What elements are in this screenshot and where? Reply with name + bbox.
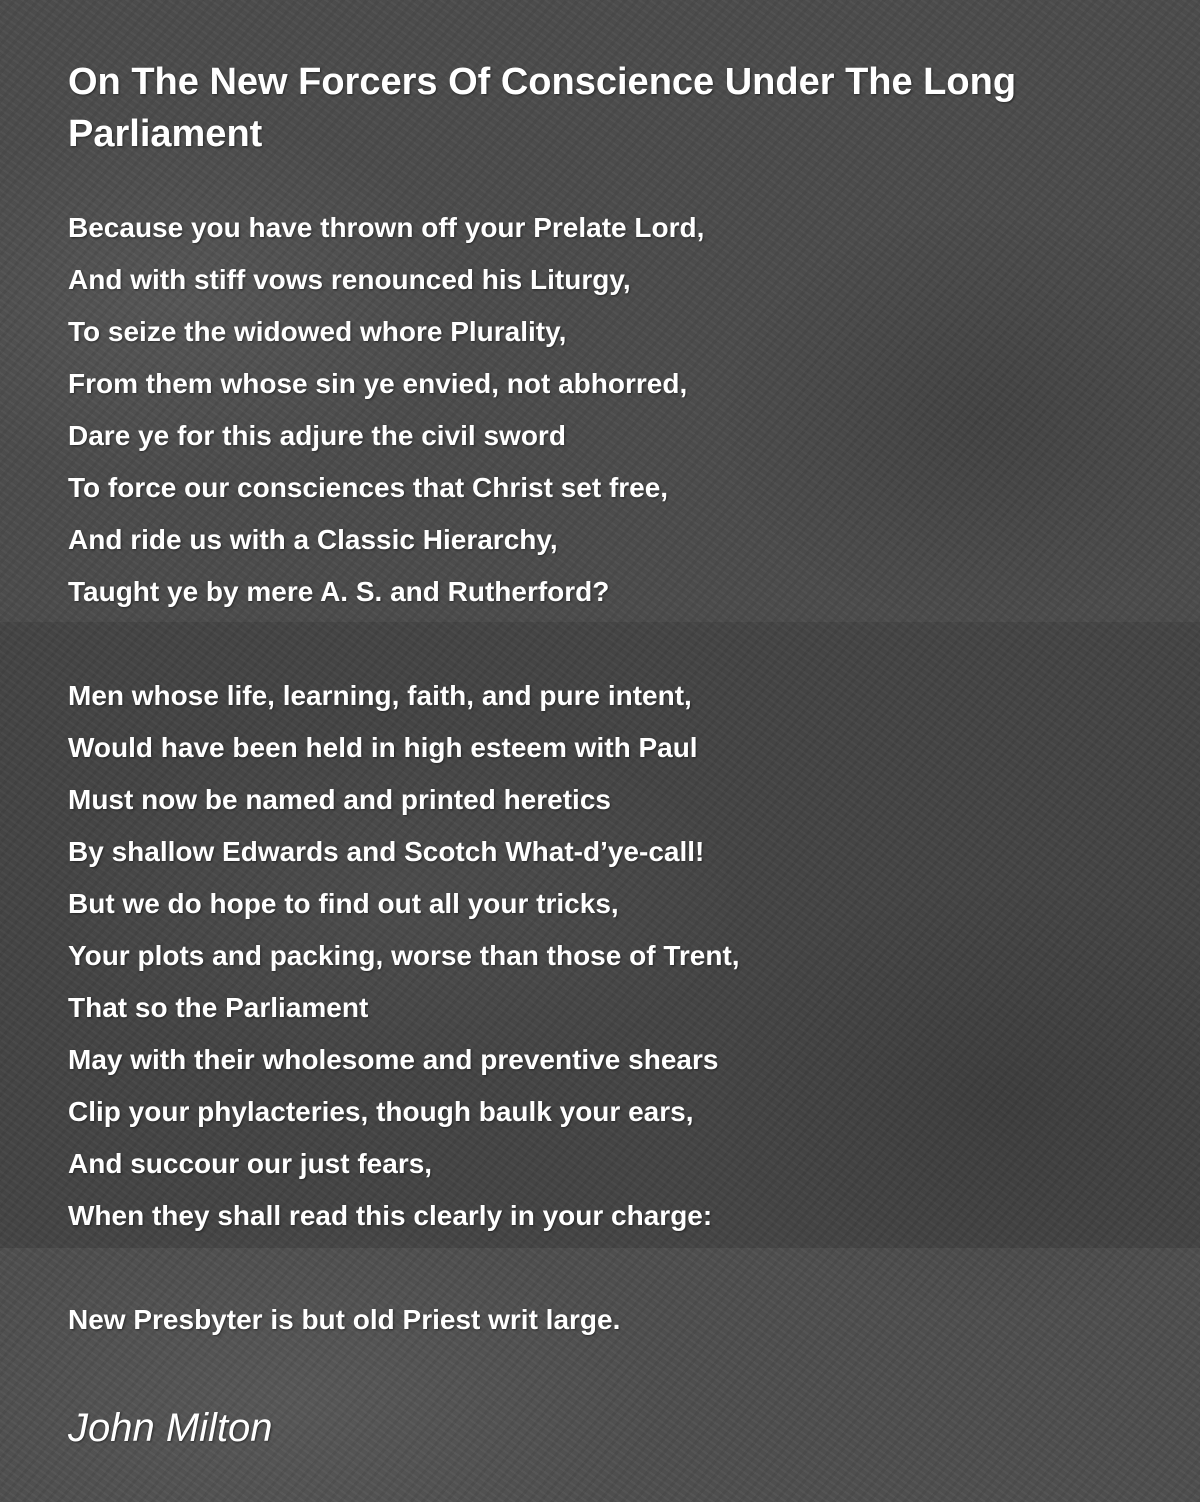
- verse-line: Clip your phylacteries, though baulk your ears,: [68, 1096, 694, 1127]
- stanza-2: [68, 670, 740, 1242]
- stanza-1: [68, 202, 704, 618]
- verse-line: Because you have thrown off your Prelate Lord,: [68, 212, 705, 243]
- verse-line: To force our consciences that Christ set free,: [68, 472, 669, 503]
- verse-line: That so the Parliament: [68, 992, 369, 1023]
- poem-author: John Milton: [68, 1406, 273, 1450]
- verse-line: To seize the widowed whore Plurality,: [68, 316, 567, 347]
- verse-line: New Presbyter is but old Priest writ large.: [68, 1304, 621, 1335]
- verse-line: And succour our just fears,: [68, 1148, 433, 1179]
- verse-line: Your plots and packing, worse than those of Trent,: [68, 940, 740, 971]
- verse-line: Must now be named and printed heretics: [68, 784, 611, 815]
- stanza-3: [68, 1294, 620, 1346]
- verse-line: But we do hope to find out all your tricks,: [68, 888, 619, 919]
- verse-line: From them whose sin ye envied, not abhorred,: [68, 368, 688, 399]
- verse-line: May with their wholesome and preventive shears: [68, 1044, 719, 1075]
- verse-line: Dare ye for this adjure the civil sword: [68, 420, 566, 451]
- verse-line: And ride us with a Classic Hierarchy,: [68, 524, 558, 555]
- poem-title: On The New Forcers Of Conscience Under The Long Parliament: [68, 61, 1017, 155]
- verse-line: Would have been held in high esteem with Paul: [68, 732, 698, 763]
- verse-line: By shallow Edwards and Scotch What-d’ye-call!: [68, 836, 705, 867]
- verse-line: Taught ye by mere A. S. and Rutherford?: [68, 576, 610, 607]
- verse-line: And with stiff vows renounced his Liturgy,: [68, 264, 631, 295]
- verse-line: When they shall read this clearly in your charge:: [68, 1200, 713, 1231]
- background-band-bottom: [0, 1248, 1200, 1502]
- verse-line: Men whose life, learning, faith, and pure intent,: [68, 680, 692, 711]
